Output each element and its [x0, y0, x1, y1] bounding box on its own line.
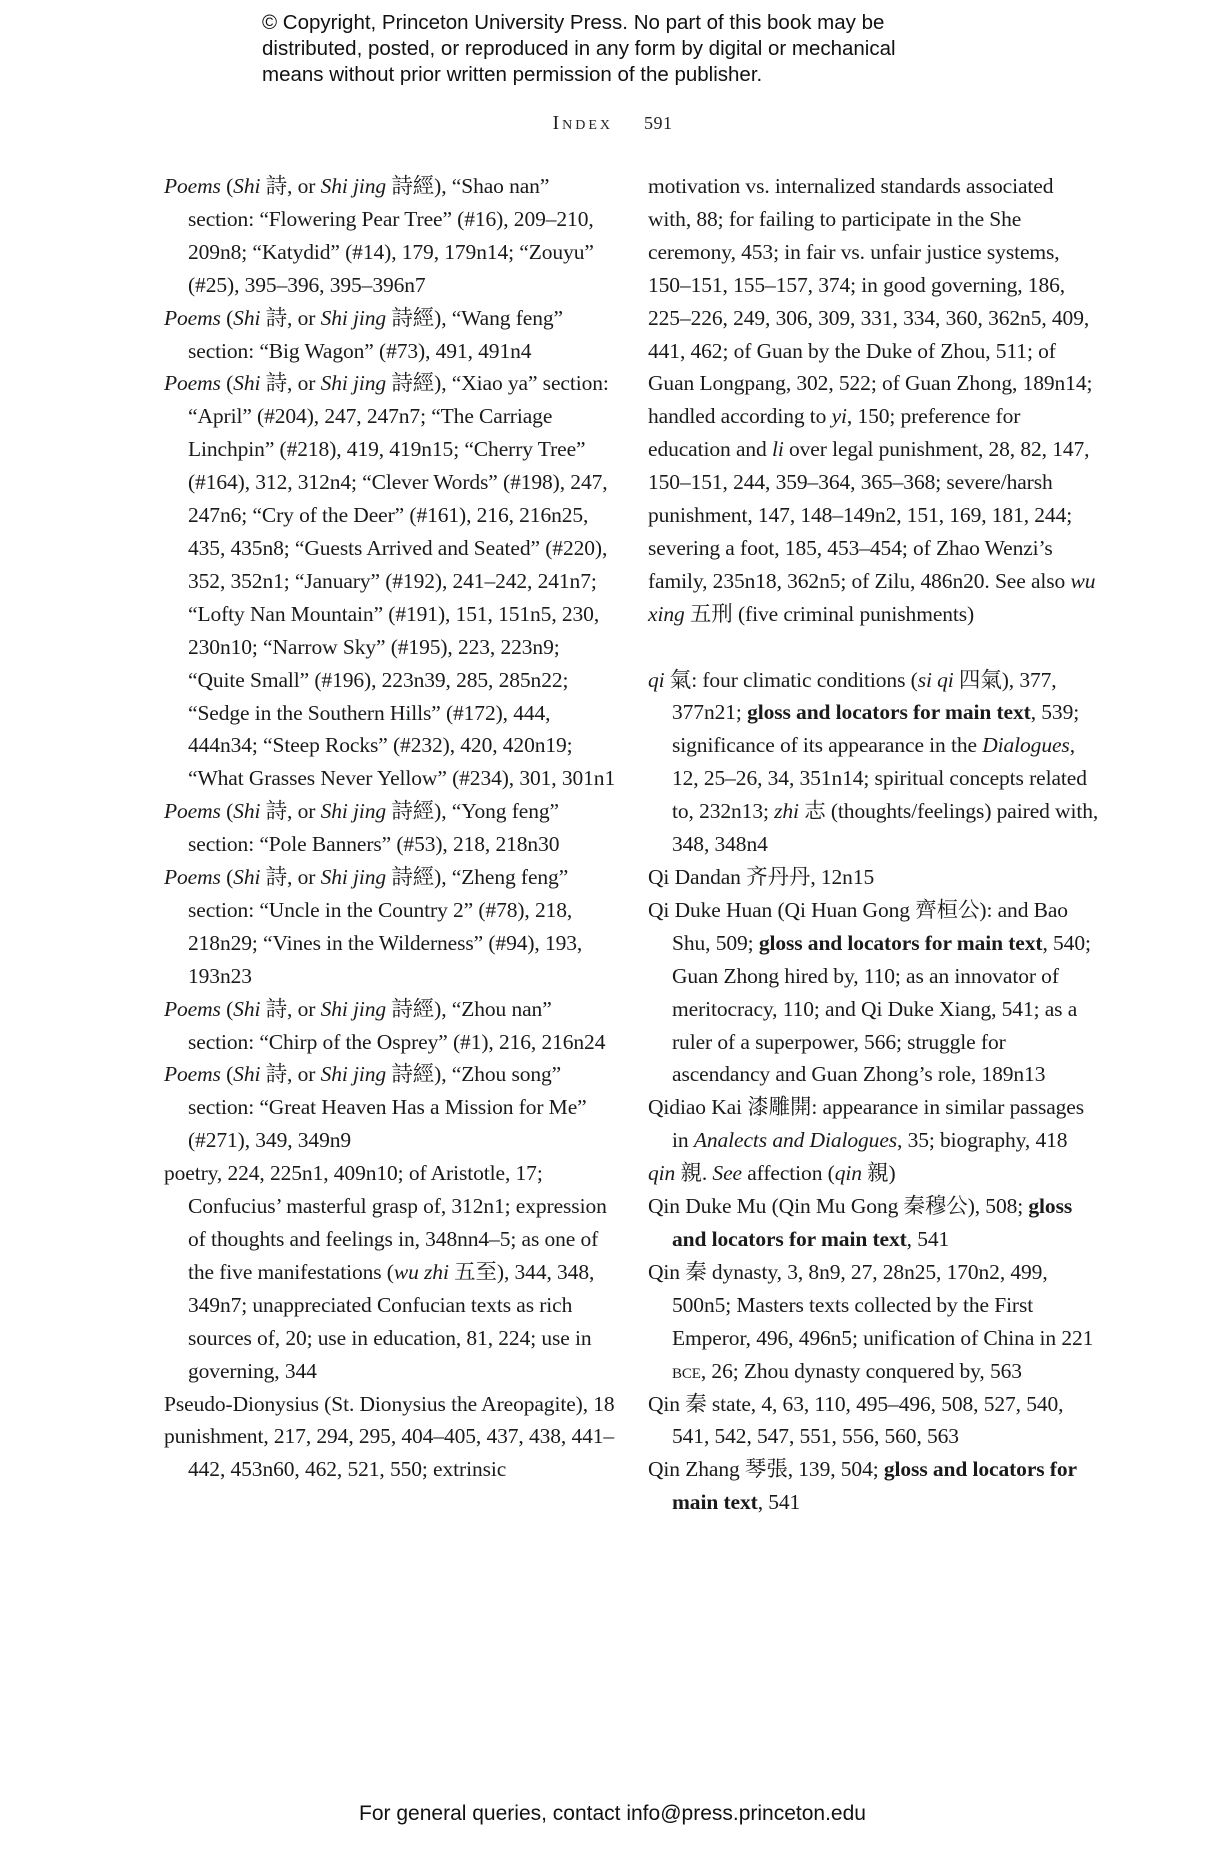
index-entry: Qin 秦 dynasty, 3, 8n9, 27, 28n25, 170n2, 499, 500n5; Masters texts collected by the First Emperor, 496, 496n5; unification of China in 221 bce, 26; Zhou dynasty conquered by, 563 — [648, 1259, 1094, 1383]
index-entry: Pseudo-Dionysius (St. Dionysius the Areopagite), 18 — [164, 1391, 615, 1416]
index-entry: Qi Duke Huan (Qi Huan Gong 齊桓公): and Bao Shu, 509; gloss and locators for main text, 540; Guan Zhong hired by, 110; as an innovator of meritocracy, 110; and Qi Duke Xiang, 541; as a ruler of a superpower, 566; struggle for ascendancy and Guan Zhong’s role, 189n13 — [648, 897, 1091, 1087]
copyright-line: © Copyright, Princeton University Press. No part of this book may be — [262, 11, 885, 34]
copyright-line: distributed, posted, or reproduced in any form by digital or mechanical — [262, 37, 896, 60]
index-entry: Poems (Shi 詩, or Shi jing 詩經), “Zhou song” section: “Great Heaven Has a Mission for Me” (#271), 349, 349n9 — [164, 1062, 587, 1153]
index-entry: Poems (Shi 詩, or Shi jing 詩經), “Wang feng” section: “Big Wagon” (#73), 491, 491n4 — [164, 305, 563, 363]
copyright-line: means without prior written permission of the publisher. — [262, 63, 763, 86]
index-entry: punishment, 217, 294, 295, 404–405, 437, 438, 441–442, 453n60, 462, 521, 550; extrinsic — [164, 1424, 615, 1482]
index-entry: Poems (Shi 詩, or Shi jing 詩經), “Shao nan” section: “Flowering Pear Tree” (#16), 209–210, 209n8; “Katydid” (#14), 179, 179n14; “Zouyu” (#25), 395–396, 395–396n7 — [164, 174, 594, 297]
index-entry: Poems (Shi 詩, or Shi jing 詩經), “Yong feng” section: “Pole Banners” (#53), 218, 218n30 — [164, 799, 560, 857]
section-title: Index — [552, 112, 614, 134]
index-entry: Qin 秦 state, 4, 63, 110, 495–496, 508, 527, 540, 541, 542, 547, 551, 556, 560, 563 — [648, 1391, 1064, 1449]
copyright-notice — [262, 10, 1002, 88]
index-entry: Poems (Shi 詩, or Shi jing 詩經), “Zheng feng” section: “Uncle in the Country 2” (#78), 218, 218n29; “Vines in the Wilderness” (#94), 193, 193n23 — [164, 865, 583, 988]
index-entry: qi 氣: four climatic conditions (si qi 四氣), 377, 377n21; gloss and locators for main text, 539; significance of its appearance in the Dialogues, 12, 25–26, 34, 351n14; spiritual concepts related to, 232n13; zhi 志 (thoughts/feelings) paired with, 348, 348n4 — [648, 667, 1099, 857]
index-column-left — [164, 170, 616, 1486]
index-entry: poetry, 224, 225n1, 409n10; of Aristotle, 17; Confucius’ masterful grasp of, 312n1; expression of thoughts and feelings in, 348nn4–5; as one of the five manifestations (wu zhi 五至), 344, 348, 349n7; unappreciated Confucian texts as rich sources of, 20; use in education, 81, 224; use in governing, 344 — [164, 1161, 607, 1383]
index-entry: Qin Duke Mu (Qin Mu Gong 秦穆公), 508; gloss and locators for main text, 541 — [648, 1194, 1073, 1251]
index-entry-continuation: motivation vs. internalized standards associated with, 88; for failing to participate in the She ceremony, 453; in fair vs. unfair justice systems, 150–151, 155–157, 374; in good governing, 186, 225–226, 249, 306, 309, 331, 334, 360, 362n5, 409, 441, 462; of Guan by the Duke of Zhou, 511; of Guan Longpang, 302, 522; of Guan Zhong, 189n14; handled according to yi, 150; preference for education and li over legal punishment, 28, 82, 147, 150–151, 244, 359–364, 365–368; severe/harsh punishment, 147, 148–149n2, 151, 169, 181, 244; severing a foot, 185, 453–454; of Zhao Wenzi’s family, 235n18, 362n5; of Zilu, 486n20. See also wu xing 五刑 (five criminal punishments) — [648, 174, 1096, 626]
index-entry: Poems (Shi 詩, or Shi jing 詩經), “Xiao ya” section: “April” (#204), 247, 247n7; “The Carriage Linchpin” (#218), 419, 419n15; “Cherry Tree” (#164), 312, 312n4; “Clever Words” (#198), 247, 247n6; “Cry of the Deer” (#161), 216, 216n25, 435, 435n8; “Guests Arrived and Seated” (#220), 352, 352n1; “January” (#192), 241–242, 241n7; “Lofty Nan Mountain” (#191), 151, 151n5, 230, 230n10; “Narrow Sky” (#195), 223, 223n9; “Quite Small” (#196), 223n39, 285, 285n22; “Sedge in the Southern Hills” (#172), 444, 444n34; “Steep Rocks” (#232), 420, 420n19; “What Grasses Never Yellow” (#234), 301, 301n1 — [164, 371, 616, 791]
running-head — [0, 112, 1225, 135]
index-entry: Qin Zhang 琴張, 139, 504; gloss and locators for main text, 541 — [648, 1457, 1077, 1515]
index-entry: Qi Dandan 齐丹丹, 12n15 — [648, 865, 875, 890]
index-column-right — [648, 170, 1100, 1519]
index-entry: Poems (Shi 詩, or Shi jing 詩經), “Zhou nan” section: “Chirp of the Osprey” (#1), 216, 216n24 — [164, 996, 606, 1054]
index-entry: qin 親. See affection (qin 親) — [648, 1161, 896, 1186]
page-number: 591 — [644, 113, 673, 133]
letter-group-gap — [648, 631, 1100, 664]
footer-contact: For general queries, contact info@press.princeton.edu — [359, 1802, 866, 1825]
index-entry: Qidiao Kai 漆雕開: appearance in similar passages in Analects and Dialogues, 35; biography, 418 — [648, 1095, 1085, 1153]
